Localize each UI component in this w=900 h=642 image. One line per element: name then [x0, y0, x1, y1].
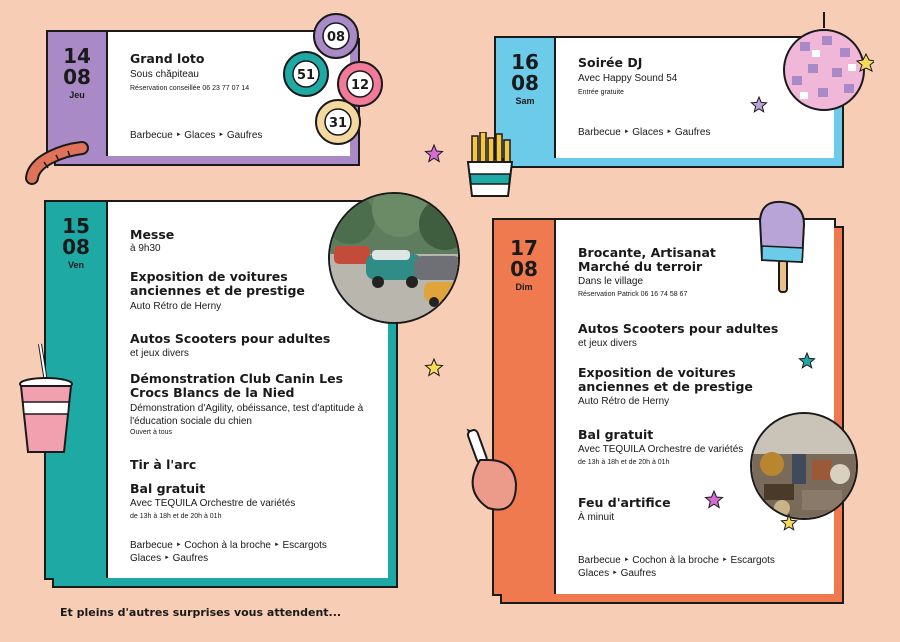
date-month: 08 [510, 257, 538, 281]
event-note: Réservation Patrick 06 16 74 58 67 [578, 291, 688, 298]
star-icon [780, 514, 798, 532]
event-item [578, 428, 748, 468]
event-footer [578, 554, 775, 580]
star-icon [424, 358, 444, 378]
star-icon [798, 352, 816, 370]
event-item [578, 322, 818, 350]
event-title: Tir à l'arc [130, 457, 197, 472]
event-note: Entrée gratuite [578, 89, 624, 96]
event-item [130, 458, 340, 472]
event-subtitle: et jeux divers [578, 338, 637, 349]
date-panel [494, 220, 556, 594]
event-item [130, 482, 370, 522]
date-month: 08 [62, 235, 90, 259]
event-footer: Barbecue ‣ Glaces ‣ Gaufres [130, 130, 263, 141]
event-subtitle: Avec TEQUILA Orchestre de variétés [578, 444, 744, 455]
loto-ball-label: 31 [328, 116, 348, 131]
event-subtitle: Avec Happy Sound 54 [578, 73, 678, 84]
date-weekday: Jeu [69, 90, 85, 100]
event-item [578, 246, 748, 300]
event-subtitle: Sous chăpiteau [130, 69, 199, 80]
date-day: 14 [63, 44, 91, 68]
event-subtitle: Démonstration d'Agility, obéissance, test d'aptitude à l'éducation sociale du chien [130, 403, 364, 427]
date-panel [48, 32, 108, 156]
event-note: Ouvert à tous [130, 429, 173, 436]
event-item [130, 332, 370, 360]
event-note: de 13h à 18h et de 20h à 01h [578, 459, 670, 466]
event-title: Exposition de voitures anciennes et de prestige [130, 269, 305, 298]
disco-ball-icon [778, 12, 874, 112]
brocante-photo [750, 412, 858, 520]
event-subtitle: Auto Rétro de Herny [130, 301, 222, 312]
date-month: 08 [63, 65, 91, 89]
loto-ball-label: 08 [326, 30, 346, 45]
event-title: Bal gratuit [130, 481, 206, 496]
event-item [130, 228, 340, 255]
event-footer-line: Barbecue ‣ Cochon à la broche ‣ Escargots [578, 555, 775, 566]
loto-balls [276, 6, 406, 156]
event-title: Autos Scooters pour adultes [130, 331, 331, 346]
event-subtitle: et jeux divers [130, 348, 189, 359]
sausage-icon [24, 140, 94, 190]
event-subtitle: Auto Rétro de Herny [578, 396, 670, 407]
star-icon [750, 96, 768, 114]
date-weekday: Ven [67, 260, 84, 270]
event-title: Bal gratuit [578, 427, 654, 442]
loto-ball-label: 12 [350, 78, 370, 93]
vintage-cars-photo [328, 192, 460, 324]
event-title: Grand loto [130, 51, 205, 66]
event-item [130, 270, 340, 313]
event-item [578, 366, 788, 408]
popsicle-icon [752, 200, 812, 296]
event-subtitle: Dans le village [578, 276, 644, 287]
date-month: 08 [511, 71, 539, 95]
event-footer-line: Glaces ‣ Gaufres [578, 568, 657, 579]
date-day: 16 [511, 50, 539, 74]
fries-icon [462, 132, 518, 198]
event-subtitle: À minuit [578, 512, 615, 523]
event-title: Feu d'artifice [578, 495, 671, 510]
event-title: Démonstration Club Canin Les Crocs Blancs de la Nied [130, 371, 344, 400]
event-title: Messe [130, 227, 175, 242]
event-footer-line: Glaces ‣ Gaufres [130, 553, 209, 564]
drink-cup-icon [16, 342, 76, 462]
event-title: Autos Scooters pour adultes [578, 321, 779, 336]
event-subtitle: Avec TEQUILA Orchestre de variétés [130, 498, 296, 509]
event-subtitle: à 9h30 [130, 243, 161, 254]
loto-ball-label: 51 [296, 68, 316, 83]
event-item [130, 372, 370, 438]
date-weekday: Dim [515, 282, 533, 292]
event-footer [130, 539, 327, 565]
event-note: de 13h à 18h et de 20h à 01h [130, 513, 222, 520]
event-title: Soirée DJ [578, 55, 643, 70]
star-icon [424, 144, 444, 164]
star-icon [704, 490, 724, 510]
date-day: 15 [62, 214, 90, 238]
event-note: Réservation conseillée 06 23 77 07 14 [130, 85, 250, 92]
event-title: Exposition de voitures anciennes et de prestige [578, 365, 753, 394]
event-footer: Barbecue ‣ Glaces ‣ Gaufres [578, 127, 711, 138]
event-title: Brocante, Artisanat Marché du terroir [578, 245, 716, 274]
chicken-leg-icon [458, 420, 524, 516]
date-weekday: Sam [515, 96, 535, 106]
event-footer-line: Barbecue ‣ Cochon à la broche ‣ Escargots [130, 540, 327, 551]
bottom-tagline: Et pleins d'autres surprises vous attendent... [60, 606, 342, 619]
date-day: 17 [510, 236, 538, 260]
